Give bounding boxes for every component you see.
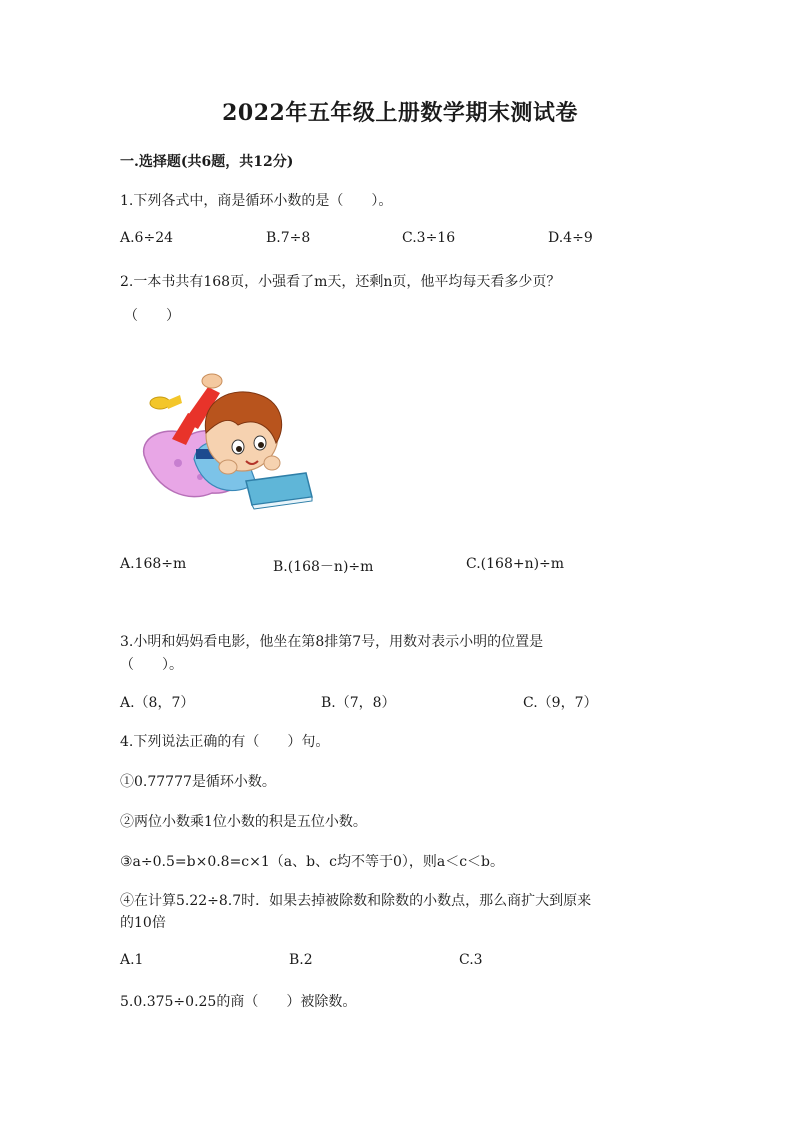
question-3-option-c: C.（9，7） xyxy=(523,695,598,711)
question-2-option-b: B.(168－n)÷m xyxy=(273,559,374,575)
question-1-option-c: C.3÷16 xyxy=(402,230,456,246)
child-reading-illustration xyxy=(138,363,316,513)
question-2-option-a: A.168÷m xyxy=(120,556,187,572)
question-5-stem: 5.0.375÷0.25的商（ ）被除数。 xyxy=(120,994,357,1010)
question-1-option-b: B.7÷8 xyxy=(266,230,311,246)
page-title: 2022年五年级上册数学期末测试卷 xyxy=(222,100,578,126)
question-3-option-a: A.（8，7） xyxy=(120,695,195,711)
question-4-statement-2: ②两位小数乘1位小数的积是五位小数。 xyxy=(120,814,367,830)
question-4-statement-4-cont: 的10倍 xyxy=(120,915,166,931)
question-4-stem: 4.下列说法正确的有（ ）句。 xyxy=(120,734,330,750)
question-4-option-a: A.1 xyxy=(120,952,144,968)
question-4-statement-4: ④在计算5.22÷8.7时．如果去掉被除数和除数的小数点，那么商扩大到原来 xyxy=(120,893,592,909)
question-3-option-b: B.（7，8） xyxy=(321,695,396,711)
question-1-option-a: A.6÷24 xyxy=(120,230,174,246)
section-heading: 一.选择题(共6题，共12分) xyxy=(120,154,294,170)
question-4-statement-3: ③a÷0.5=b×0.8=c×1（a、b、c均不等于0），则a＜c＜b。 xyxy=(120,854,504,870)
question-4-option-c: C.3 xyxy=(459,952,483,968)
question-4-statement-1: ①0.77777是循环小数。 xyxy=(120,774,276,790)
question-2-option-c: C.(168+n)÷m xyxy=(466,556,565,572)
question-4-option-b: B.2 xyxy=(289,952,313,968)
question-2-blank: （ ） xyxy=(124,308,180,324)
question-1-option-d: D.4÷9 xyxy=(548,230,593,246)
question-1-stem: 1.下列各式中，商是循环小数的是（ ）。 xyxy=(120,193,393,209)
question-3-blank: （ ）。 xyxy=(120,657,183,673)
question-3-stem: 3.小明和妈妈看电影，他坐在第8排第7号，用数对表示小明的位置是 xyxy=(120,634,544,650)
question-2-stem: 2.一本书共有168页，小强看了m天，还剩n页，他平均每天看多少页？ xyxy=(120,274,561,290)
